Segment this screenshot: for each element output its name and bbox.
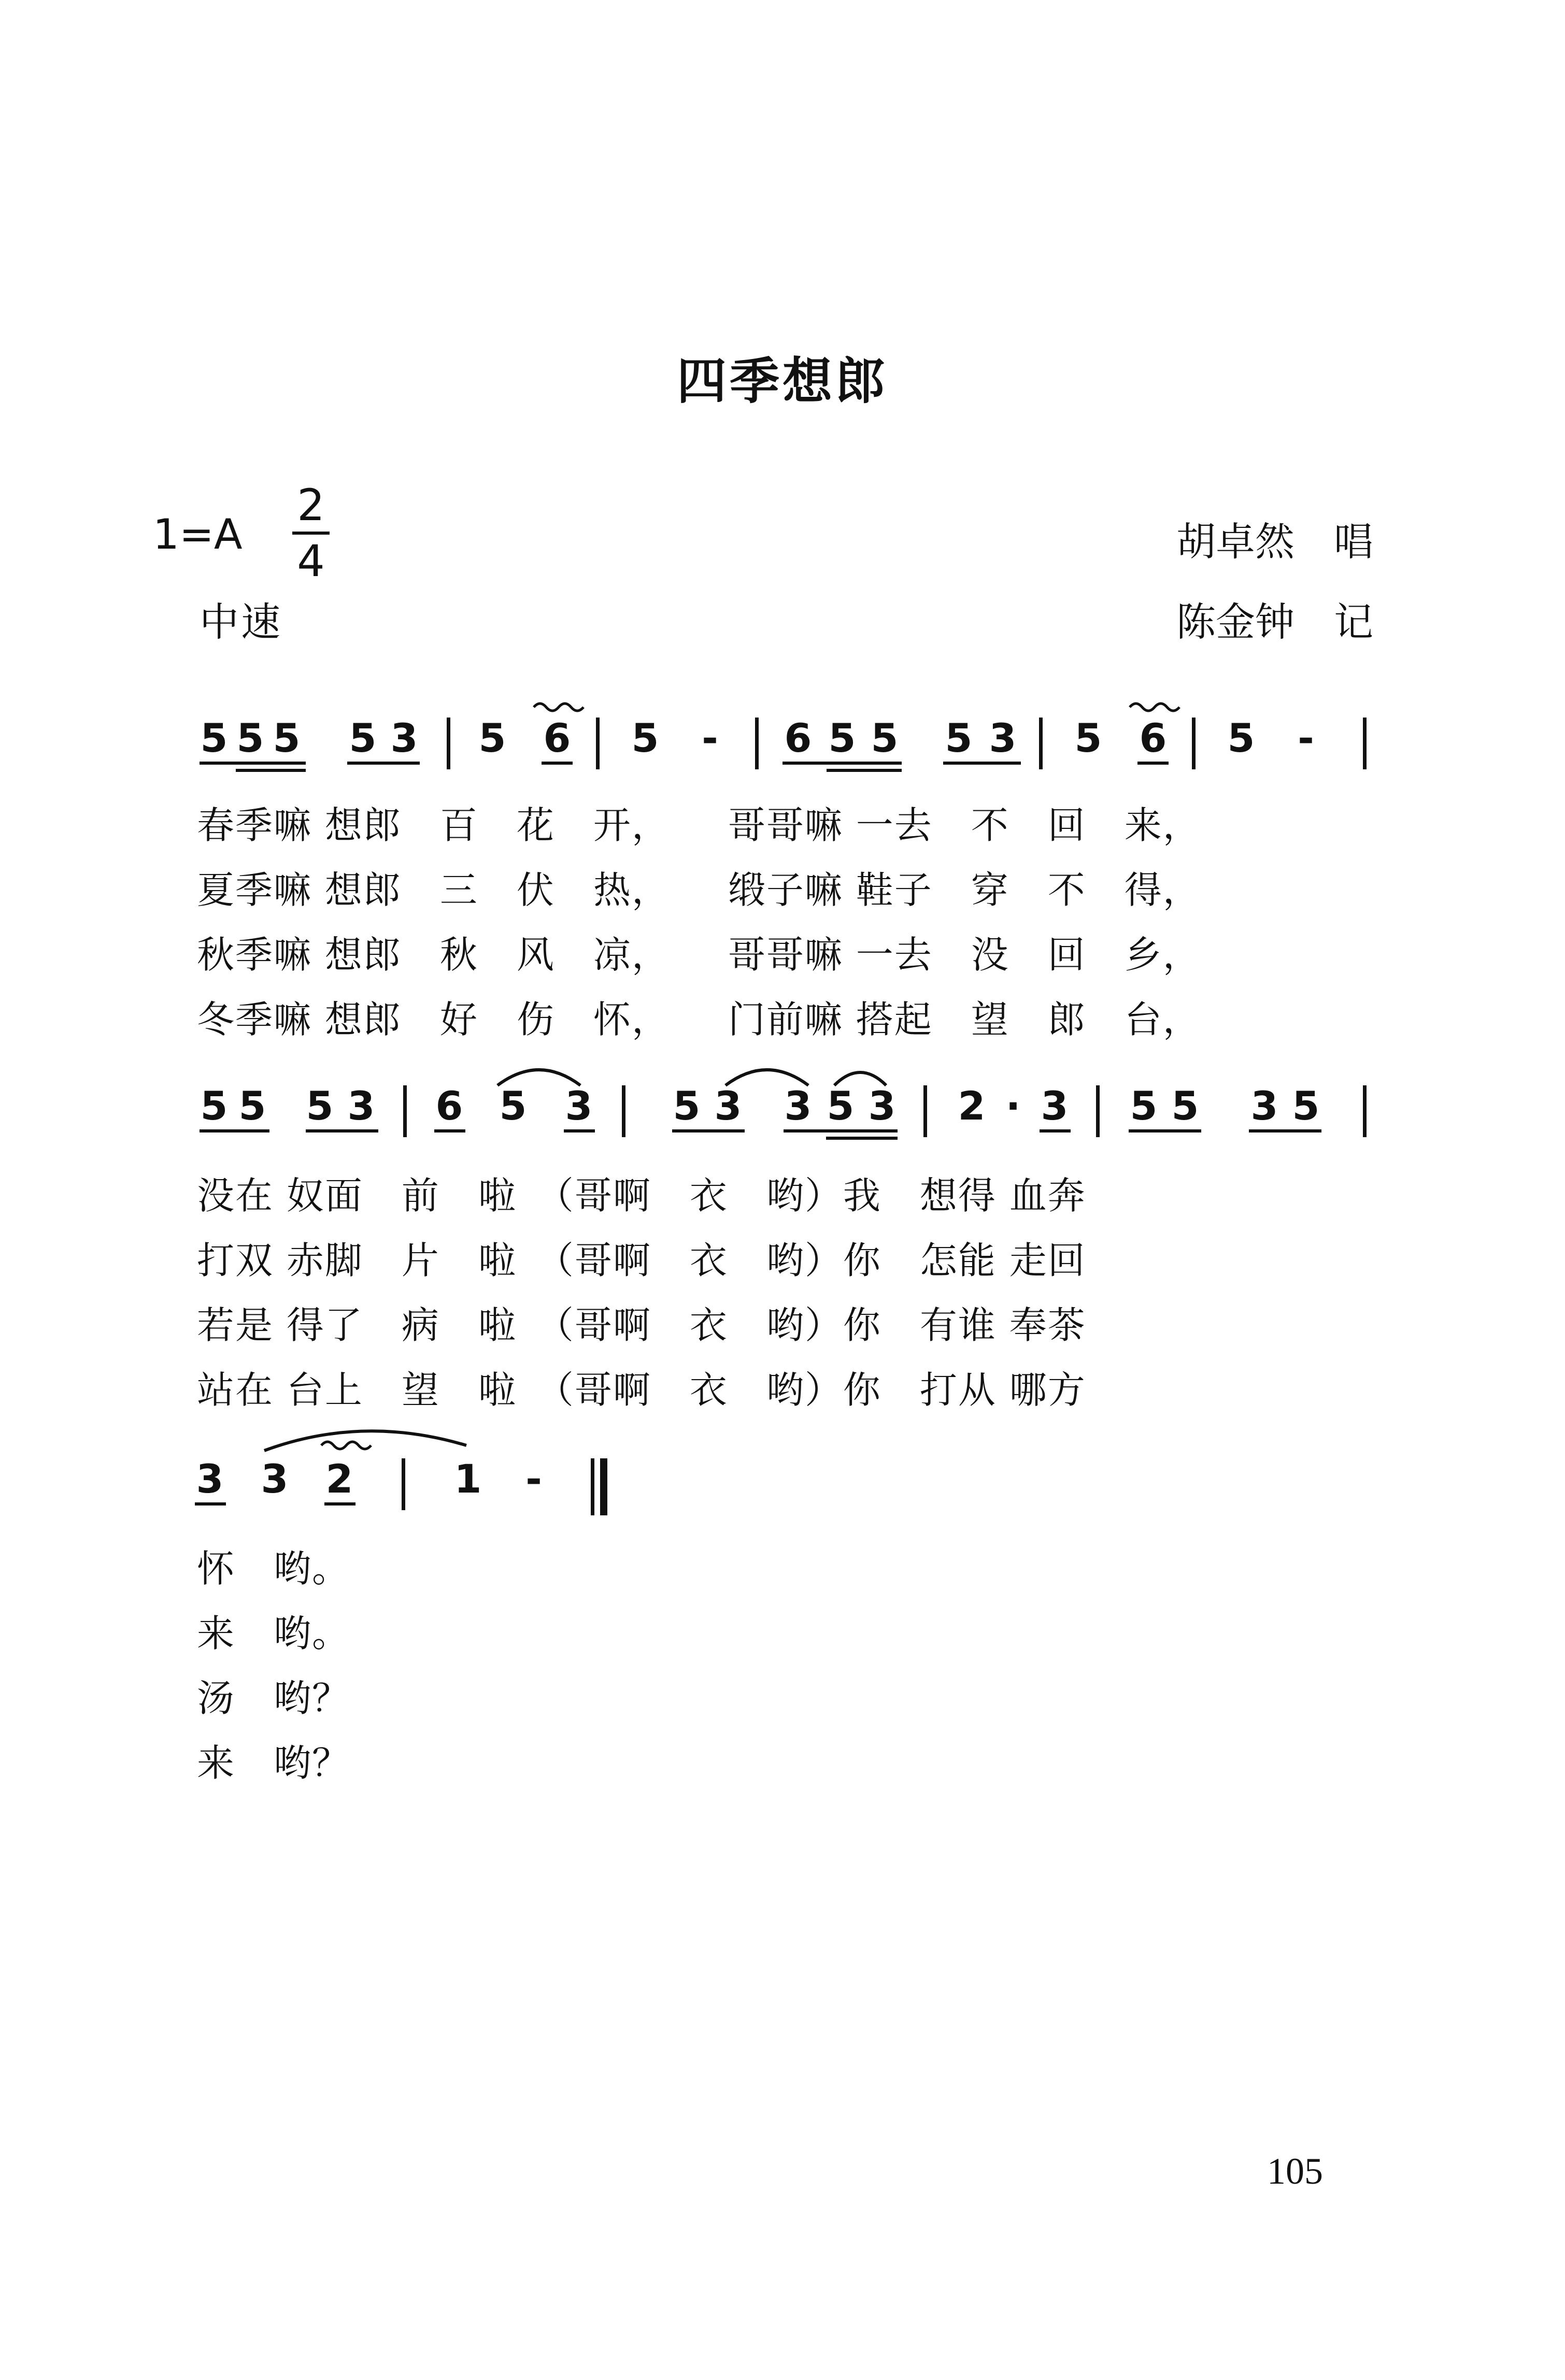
note: 1 <box>454 1456 482 1502</box>
note: 3 <box>868 1083 896 1129</box>
lyric-line: 怀 哟。 <box>197 1547 351 1590</box>
note: 5 <box>871 715 899 761</box>
trill-mark <box>321 1442 371 1449</box>
lyric-line: 来 哟？ <box>197 1741 351 1785</box>
note: 5 <box>1130 1083 1158 1129</box>
note: 5 <box>1171 1083 1199 1129</box>
note: 5 <box>238 1083 266 1129</box>
note: 5 <box>306 1083 334 1129</box>
lyric-line: 冬季嘛 想郎 好 伤 怀， 门前嘛 搭起 望 郎 台， <box>197 998 1201 1041</box>
song-title: 四季想郎 <box>677 352 888 410</box>
note: 5 <box>631 715 659 761</box>
note: 3 <box>989 715 1017 761</box>
trill-mark <box>1130 704 1179 711</box>
tempo-marking: 中速 <box>200 599 282 645</box>
page-number: 105 <box>1267 2150 1323 2192</box>
note: 5 <box>828 715 856 761</box>
lyric-line: 没在 奴面 前 啦 （哥啊 衣 哟）我 想得 血奔 <box>197 1174 1086 1217</box>
note: 5 <box>200 715 228 761</box>
slur <box>725 1070 808 1085</box>
note: 5 <box>1227 715 1255 761</box>
note: - <box>525 1456 542 1502</box>
lyric-line: 站在 台上 望 啦 （哥啊 衣 哟）你 打从 哪方 <box>197 1368 1086 1412</box>
note: - <box>1298 715 1314 761</box>
note: 3 <box>196 1456 224 1502</box>
note: 3 <box>714 1083 742 1129</box>
note: 3 <box>1250 1083 1278 1129</box>
key-signature: 1=A <box>153 510 243 558</box>
note: 5 <box>478 715 506 761</box>
note: 2 <box>958 1083 986 1129</box>
time-signature-top: 2 <box>297 480 325 531</box>
slur <box>264 1431 466 1451</box>
note: 3 <box>565 1083 593 1129</box>
lyric-line: 若是 得了 病 啦 （哥啊 衣 哟）你 有谁 奉茶 <box>197 1303 1086 1347</box>
note: 3 <box>261 1456 289 1502</box>
slur <box>497 1070 580 1085</box>
slur <box>834 1072 886 1085</box>
note: 5 <box>499 1083 527 1129</box>
note: 3 <box>1041 1083 1069 1129</box>
note: 5 <box>236 715 264 761</box>
note: 3 <box>347 1083 375 1129</box>
lyric-line: 打双 赤脚 片 啦 （哥啊 衣 哟）你 怎能 走回 <box>197 1239 1086 1282</box>
note: 5 <box>945 715 973 761</box>
note: - <box>702 715 718 761</box>
note: 5 <box>673 1083 701 1129</box>
note: 5 <box>1292 1083 1320 1129</box>
note: 5 <box>273 715 301 761</box>
lyric-line: 汤 哟？ <box>197 1676 351 1720</box>
note: 6 <box>784 715 812 761</box>
note: 3 <box>390 715 418 761</box>
note: 6 <box>543 715 571 761</box>
lyric-line: 来 哟。 <box>197 1612 351 1655</box>
singer-credit: 胡卓然 唱 <box>1176 519 1373 565</box>
lyric-line: 夏季嘛 想郎 三 伏 热， 缎子嘛 鞋子 穿 不 得， <box>197 868 1201 912</box>
note: 3 <box>784 1083 812 1129</box>
note: 5 <box>827 1083 855 1129</box>
note: · <box>1005 1083 1021 1129</box>
note: 2 <box>325 1456 353 1502</box>
lyric-line: 秋季嘛 想郎 秋 风 凉， 哥哥嘛 一去 没 回 乡， <box>197 933 1201 977</box>
lyric-line: 春季嘛 想郎 百 花 开， 哥哥嘛 一去 不 回 来， <box>197 804 1201 847</box>
transcriber-credit: 陈金钟 记 <box>1176 599 1373 645</box>
note: 5 <box>1074 715 1102 761</box>
note: 5 <box>349 715 377 761</box>
note: 5 <box>200 1083 228 1129</box>
trill-mark <box>534 704 584 711</box>
note: 6 <box>1139 715 1167 761</box>
note: 6 <box>435 1083 463 1129</box>
time-signature-bottom: 4 <box>297 536 325 586</box>
